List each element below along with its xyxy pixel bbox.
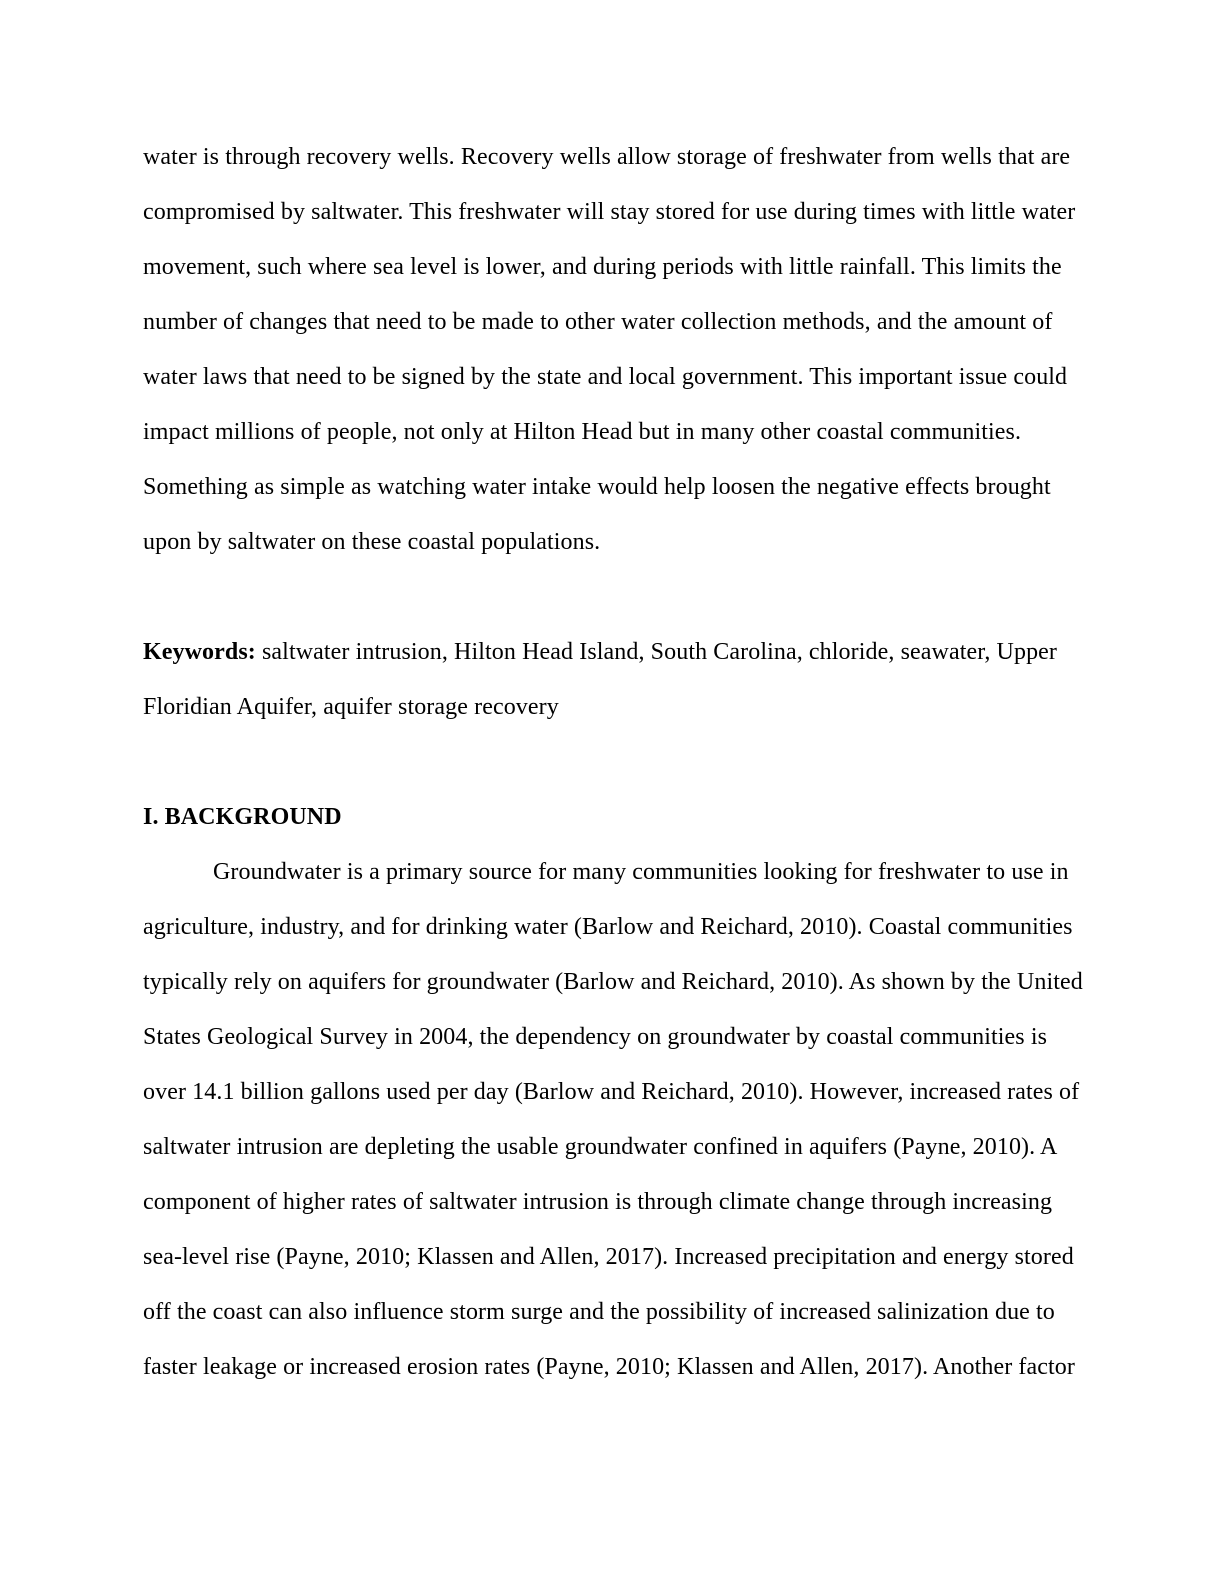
keywords-label: Keywords: [143, 639, 256, 665]
document-line [143, 625, 1081, 680]
document-line: off the coast can also influence storm surge and the possibility of increased salinization due to [143, 1299, 1055, 1325]
document-line: water laws that need to be signed by the state and local government. This important issue could [143, 364, 1068, 390]
document-line: Groundwater is a primary source for many communities looking for freshwater to use in [213, 859, 1069, 885]
document-line: water is through recovery wells. Recovery wells allow storage of freshwater from wells that are [143, 144, 1071, 170]
document-line: compromised by saltwater. This freshwater will stay stored for use during times with little water [143, 199, 1076, 225]
section-heading-background: I. BACKGROUND [143, 804, 342, 830]
keywords-paragraph [143, 625, 1081, 735]
paragraph-spacer [143, 570, 1081, 625]
document-line: Something as simple as watching water intake would help loosen the negative effects brought [143, 474, 1051, 500]
document-line: faster leakage or increased erosion rates (Payne, 2010; Klassen and Allen, 2017). Another factor [143, 1354, 1075, 1380]
paragraph-spacer [143, 735, 1081, 790]
document-line: over 14.1 billion gallons used per day (Barlow and Reichard, 2010). However, increased rates of [143, 1079, 1080, 1105]
document-line: impact millions of people, not only at Hilton Head but in many other coastal communities. [143, 419, 1022, 445]
document-line: movement, such where sea level is lower, and during periods with little rainfall. This limits the [143, 254, 1062, 280]
paragraph-background-body [143, 845, 1081, 1395]
document-line: typically rely on aquifers for groundwater (Barlow and Reichard, 2010). As shown by the United [143, 969, 1083, 995]
document-line: saltwater intrusion are depleting the usable groundwater confined in aquifers (Payne, 2010). A [143, 1134, 1058, 1160]
document-line: component of higher rates of saltwater intrusion is through climate change through increasing [143, 1189, 1053, 1215]
document-line: agriculture, industry, and for drinking water (Barlow and Reichard, 2010). Coastal communities [143, 914, 1073, 940]
paragraph-recovery-wells [143, 130, 1081, 570]
document-line: number of changes that need to be made to other water collection methods, and the amount of [143, 309, 1053, 335]
document-line: States Geological Survey in 2004, the dependency on groundwater by coastal communities is [143, 1024, 1048, 1050]
document-line: upon by saltwater on these coastal populations. [143, 529, 601, 555]
document-line: sea-level rise (Payne, 2010; Klassen and Allen, 2017). Increased precipitation and energy stored [143, 1244, 1074, 1270]
keywords-list-part2: Floridian Aquifer, aquifer storage recovery [143, 694, 559, 720]
keywords-list-part1: saltwater intrusion, Hilton Head Island, South Carolina, chloride, seawater, Upper [255, 639, 1058, 665]
